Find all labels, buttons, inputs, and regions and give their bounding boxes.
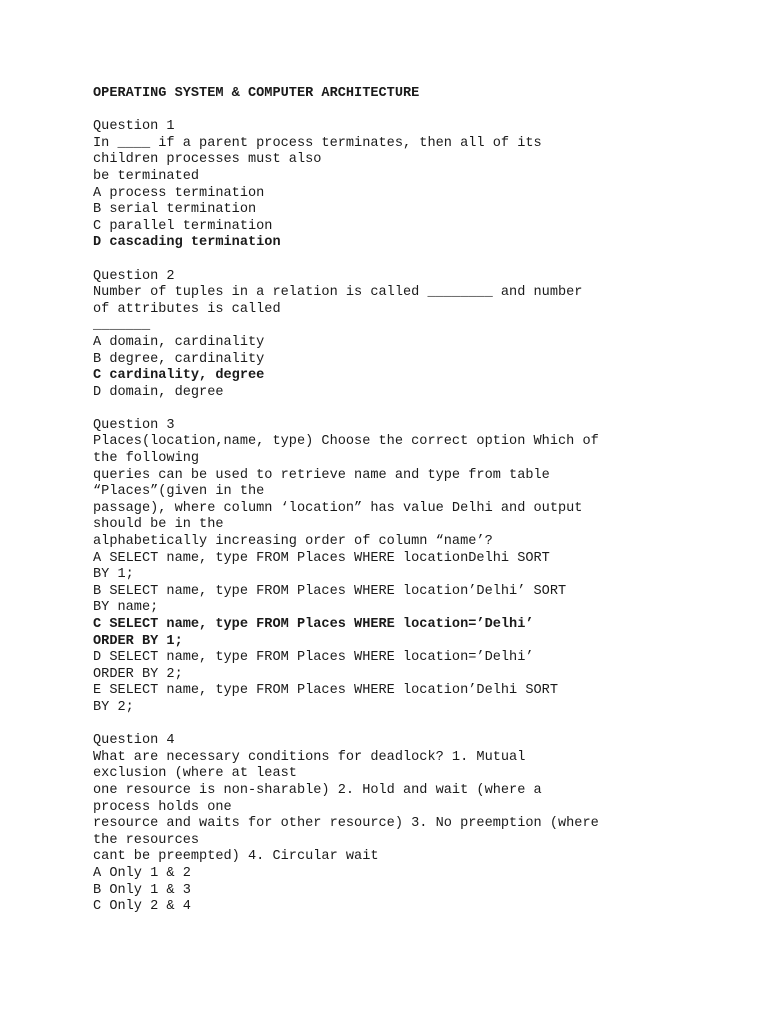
question-list bbox=[93, 119, 693, 916]
spacer bbox=[93, 717, 693, 734]
document-page bbox=[93, 86, 693, 916]
question-text: In ____ if a parent process terminates, then all of its bbox=[93, 135, 542, 151]
question-text: be terminated bbox=[93, 168, 200, 184]
question-heading: Question 2 bbox=[93, 268, 175, 284]
question-text: of attributes is called bbox=[93, 301, 281, 317]
answer-option: C parallel termination bbox=[93, 218, 273, 234]
answer-option: C Only 2 & 4 bbox=[93, 899, 191, 915]
question-block bbox=[93, 418, 693, 733]
question-text: What are necessary conditions for deadlock? 1. Mutual bbox=[93, 749, 526, 765]
question-text: resource and waits for other resource) 3. No preemption (where bbox=[93, 816, 599, 832]
question-text: should be in the bbox=[93, 517, 224, 533]
answer-option: D domain, degree bbox=[93, 384, 224, 400]
answer-option: E SELECT name, type FROM Places WHERE location’Delhi SORT bbox=[93, 683, 558, 699]
answer-option: B serial termination bbox=[93, 202, 257, 218]
spacer bbox=[93, 401, 693, 418]
answer-option: BY 2; bbox=[93, 699, 134, 715]
answer-option: B SELECT name, type FROM Places WHERE location’Delhi’ SORT bbox=[93, 583, 567, 599]
answer-option: BY 1; bbox=[93, 567, 134, 583]
answer-option-correct: D cascading termination bbox=[93, 235, 281, 251]
spacer bbox=[93, 103, 693, 120]
question-text: “Places”(given in the bbox=[93, 484, 265, 500]
answer-option-correct: C cardinality, degree bbox=[93, 368, 265, 384]
answer-option: D SELECT name, type FROM Places WHERE location=’Delhi’ bbox=[93, 650, 534, 666]
question-text: the resources bbox=[93, 832, 200, 848]
question-heading: Question 4 bbox=[93, 733, 175, 749]
question-block bbox=[93, 269, 693, 418]
question-text: Places(location,name, type) Choose the correct option Which of bbox=[93, 434, 599, 450]
answer-option-correct: C SELECT name, type FROM Places WHERE location=’Delhi’ bbox=[93, 617, 534, 632]
answer-option: A Only 1 & 2 bbox=[93, 865, 191, 881]
question-heading: Question 1 bbox=[93, 119, 175, 135]
answer-option: BY name; bbox=[93, 600, 159, 616]
question-text: process holds one bbox=[93, 799, 232, 815]
question-text: passage), where column ‘location” has value Delhi and output bbox=[93, 500, 583, 516]
question-text: alphabetically increasing order of column “name’? bbox=[93, 534, 493, 550]
answer-option-correct: ORDER BY 1; bbox=[93, 633, 183, 649]
answer-option: A process termination bbox=[93, 185, 265, 201]
question-text: queries can be used to retrieve name and type from table bbox=[93, 467, 550, 483]
answer-option: B degree, cardinality bbox=[93, 351, 265, 367]
question-text: children processes must also bbox=[93, 152, 322, 168]
question-text: Number of tuples in a relation is called ________ and number bbox=[93, 285, 583, 301]
question-text: cant be preempted) 4. Circular wait bbox=[93, 849, 379, 865]
question-text: one resource is non-sharable) 2. Hold and wait (where a bbox=[93, 782, 542, 798]
spacer bbox=[93, 252, 693, 269]
answer-option: B Only 1 & 3 bbox=[93, 882, 191, 898]
question-block bbox=[93, 733, 693, 916]
question-text: _______ bbox=[93, 318, 151, 334]
answer-option: A domain, cardinality bbox=[93, 334, 265, 350]
question-text: the following bbox=[93, 451, 200, 467]
question-block bbox=[93, 119, 693, 268]
answer-option: ORDER BY 2; bbox=[93, 666, 183, 682]
answer-option: A SELECT name, type FROM Places WHERE locationDelhi SORT bbox=[93, 550, 550, 566]
question-text: exclusion (where at least bbox=[93, 766, 297, 782]
document-title: OPERATING SYSTEM & COMPUTER ARCHITECTURE bbox=[93, 86, 420, 101]
question-heading: Question 3 bbox=[93, 417, 175, 433]
